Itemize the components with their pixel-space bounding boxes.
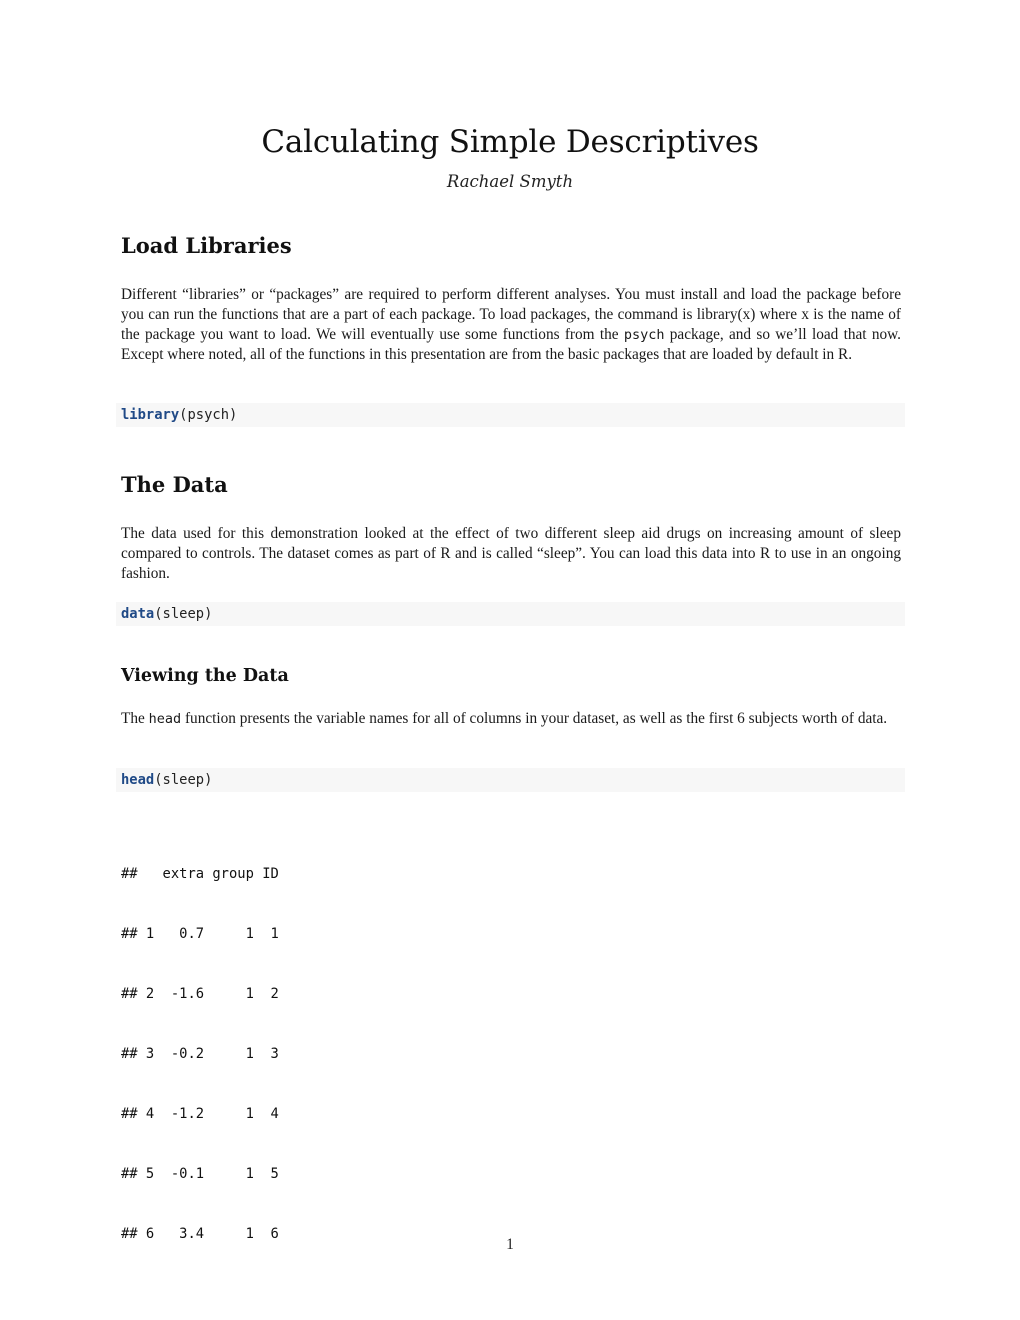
page-number: 1 (506, 1236, 514, 1253)
output-line: ## 5 -0.1 1 5 (121, 1166, 279, 1182)
code-output (121, 824, 279, 1284)
output-line: ## 2 -1.6 1 2 (121, 986, 279, 1002)
code-function: head (121, 772, 155, 788)
paragraph-text: package, and so we’ll load that now. Except where noted, all of the functions in this presentation are from the basic packages that are loaded by default in R. (121, 326, 901, 363)
code-arguments: (psych) (179, 407, 238, 423)
code-block-head (116, 768, 905, 792)
inline-code-psych: psych (623, 327, 665, 343)
code-block-library (116, 403, 905, 427)
paragraph-text: function presents the variable names for all of columns in your dataset, as well as the first 6 subjects worth of data. (181, 710, 888, 727)
code-function: library (121, 407, 180, 423)
document-author: Rachael Smyth (446, 172, 574, 191)
inline-code-head: head (148, 711, 182, 727)
paragraph-text: The (121, 710, 149, 727)
output-line: ## 1 0.7 1 1 (121, 926, 279, 942)
code-arguments: (sleep) (154, 606, 213, 622)
heading-viewing-the-data: Viewing the Data (121, 666, 289, 686)
code-block-data (116, 602, 905, 626)
code-arguments: (sleep) (154, 772, 213, 788)
document-title: Calculating Simple Descriptives (261, 124, 759, 160)
paragraph-viewing-the-data (121, 709, 901, 729)
code-function: data (121, 606, 155, 622)
output-line: ## 3 -0.2 1 3 (121, 1046, 279, 1062)
output-line: ## 6 3.4 1 6 (121, 1226, 279, 1242)
output-line: ## extra group ID (121, 866, 279, 882)
paragraph-load-libraries (121, 285, 901, 365)
paragraph-the-data: The data used for this demonstration looked at the effect of two different sleep aid drugs on increasing amount of sleep compared to controls. The dataset comes as part of R and is called “sleep”. You can load this data into R to use in an ongoing fashion. (121, 525, 901, 582)
heading-load-libraries: Load Libraries (121, 233, 292, 258)
heading-the-data: The Data (121, 472, 228, 497)
paragraph-text: Different “libraries” or “packages” are required to perform different analyses. You must install and load the package before you can run the functions that are a part of each package. To load packages, the command is library(x) where x is the name of the package you want to load. We will eventually use some functions from the (121, 286, 901, 343)
output-line: ## 4 -1.2 1 4 (121, 1106, 279, 1122)
